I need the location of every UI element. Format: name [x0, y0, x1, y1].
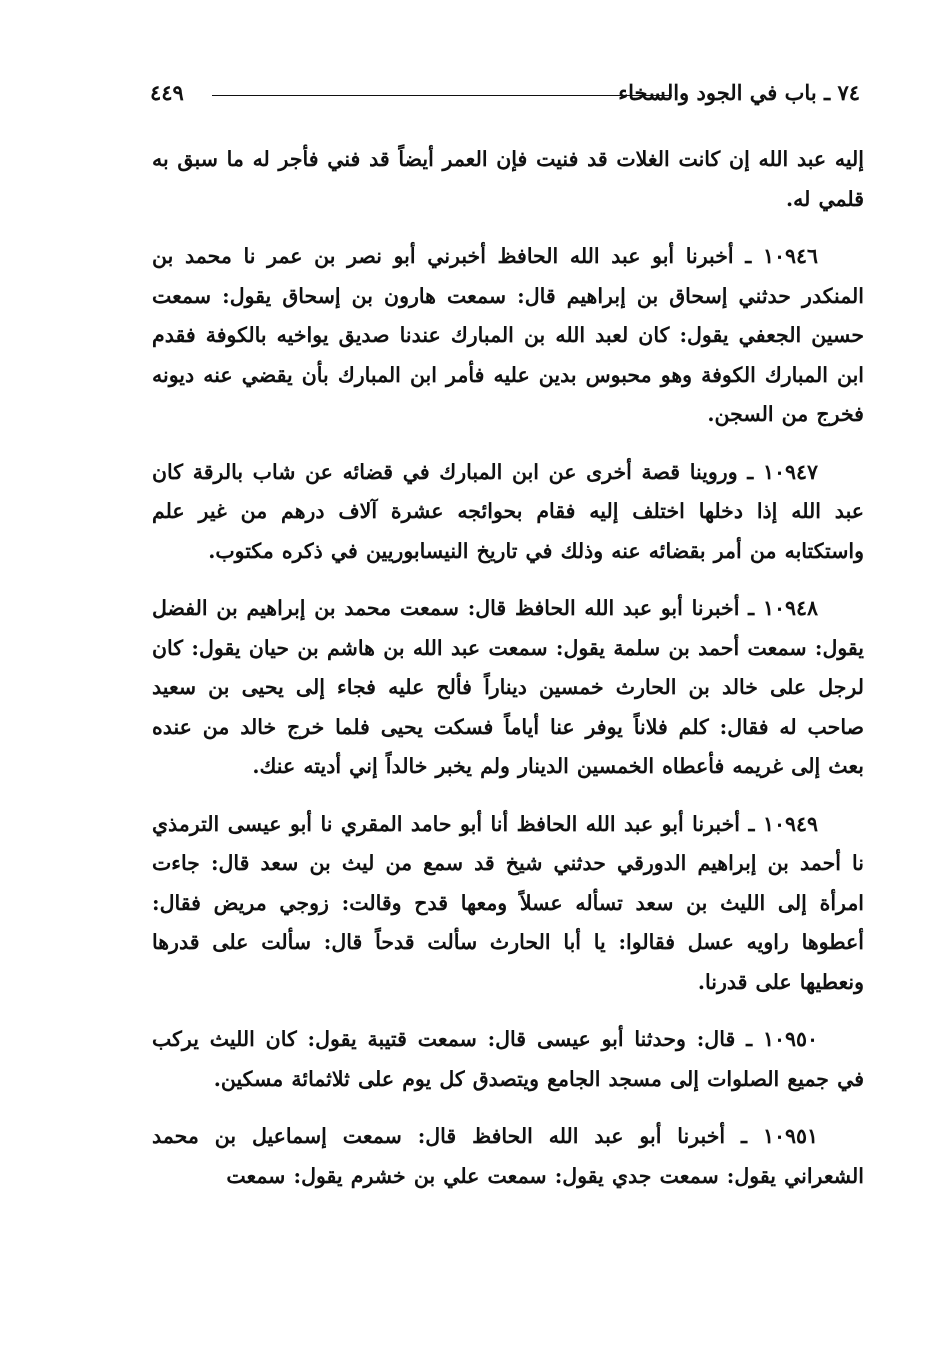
hadith-number: ١٠٩٤٦	[762, 244, 818, 268]
running-header	[150, 78, 860, 114]
hadith-paragraph	[152, 237, 864, 435]
hadith-number: ١٠٩٥١	[762, 1124, 818, 1148]
hadith-number: ١٠٩٤٨	[762, 596, 818, 620]
paragraph-text: ـ أخبرنا أبو عبد الله الحافظ قال: سمعت محمد بن إبراهيم بن الفضل يقول: سمعت أحمد بن سلمة يقول: سمعت عبد الله بن هاشم بن حيان يقول: كان لرجل على خالد بن الحارث خمسين ديناراً فألح عليه فجاء إلى يحيى بن سعيد صاحب له فقال: كلم فلاناً يوفر عنا أياماً فسكت يحيى فلما خرج خالد من عنده بعث إلى غريمه فأعطاه الخمسين الدينار ولم يخبر خالداً إني أديته عنك.	[152, 596, 864, 778]
chapter-title: ٧٤ ـ باب في الجود والسخاء	[618, 80, 860, 105]
page-number: ٤٤٩	[150, 80, 184, 105]
hadith-number: ١٠٩٤٩	[762, 811, 818, 836]
hadith-paragraph	[152, 453, 864, 572]
paragraph-text: ـ وروينا قصة أخرى عن ابن المبارك في قضائه عن شاب بالرقة كان عبد الله إذا دخلها اختلف إليه فقام بحوائجه عشرة آلاف درهم من غير علم واستكتابه من أمر بقضائه عنه وذلك في تاريخ النيسابوريين في ذكره مكتوب.	[152, 459, 864, 563]
header-rule	[212, 95, 672, 96]
hadith-paragraph	[152, 1020, 864, 1099]
hadith-paragraph	[152, 589, 864, 787]
hadith-number: ١٠٩٥٠	[762, 1027, 818, 1051]
paragraph-text: ـ أخبرنا أبو عبد الله الحافظ أخبرني أبو نصر بن عمر نا محمد بن المنكدر حدثني إسحاق بن إبراهيم قال: سمعت هارون بن إسحاق يقول: سمعت حسين الجعفي يقول: كان لعبد الله بن المبارك عندنا صديق يواخيه بالكوفة فقدم ابن المبارك الكوفة وهو محبوس بدين عليه فأمر ابن المبارك بأن يقضي عنه ديونه فخرج من السجن.	[152, 244, 864, 426]
paragraph-text: ـ أخبرنا أبو عبد الله الحافظ قال: سمعت إسماعيل بن محمد الشعراني يقول: سمعت جدي يقول: سمعت علي بن خشرم يقول: سمعت	[152, 1124, 864, 1188]
hadith-number: ١٠٩٤٧	[762, 459, 818, 484]
body-text	[152, 140, 864, 1214]
paragraph-continuation	[152, 140, 864, 219]
paragraph-text: إليه عبد الله إن كانت الغلات قد فنيت فإن العمر أيضاً قد فني فأجر له ما سبق به قلمي له.	[152, 147, 864, 211]
paragraph-text: ـ قال: وحدثنا أبو عيسى قال: سمعت قتيبة يقول: كان الليث يركب في جميع الصلوات إلى مسجد الجامع ويتصدق كل يوم على ثلاثمائة مسكين.	[152, 1027, 864, 1091]
hadith-paragraph	[152, 805, 864, 1003]
hadith-paragraph	[152, 1117, 864, 1196]
paragraph-text: ـ أخبرنا أبو عبد الله الحافظ أنا أبو حامد المقري نا أبو عيسى الترمذي نا أحمد بن إبراهيم الدورقي حدثني شيخ قد سمع من ليث بن سعد قال: جاءت امرأة إلى الليث بن سعد تسأله عسلاً ومعها قدح وقالت: زوجي مريض فقال: أعطوها راويه عسل فقالوا: يا أبا الحارث سألت قدحاً قال: سألت على قدرها ونعطيها على قدرنا.	[152, 811, 864, 994]
